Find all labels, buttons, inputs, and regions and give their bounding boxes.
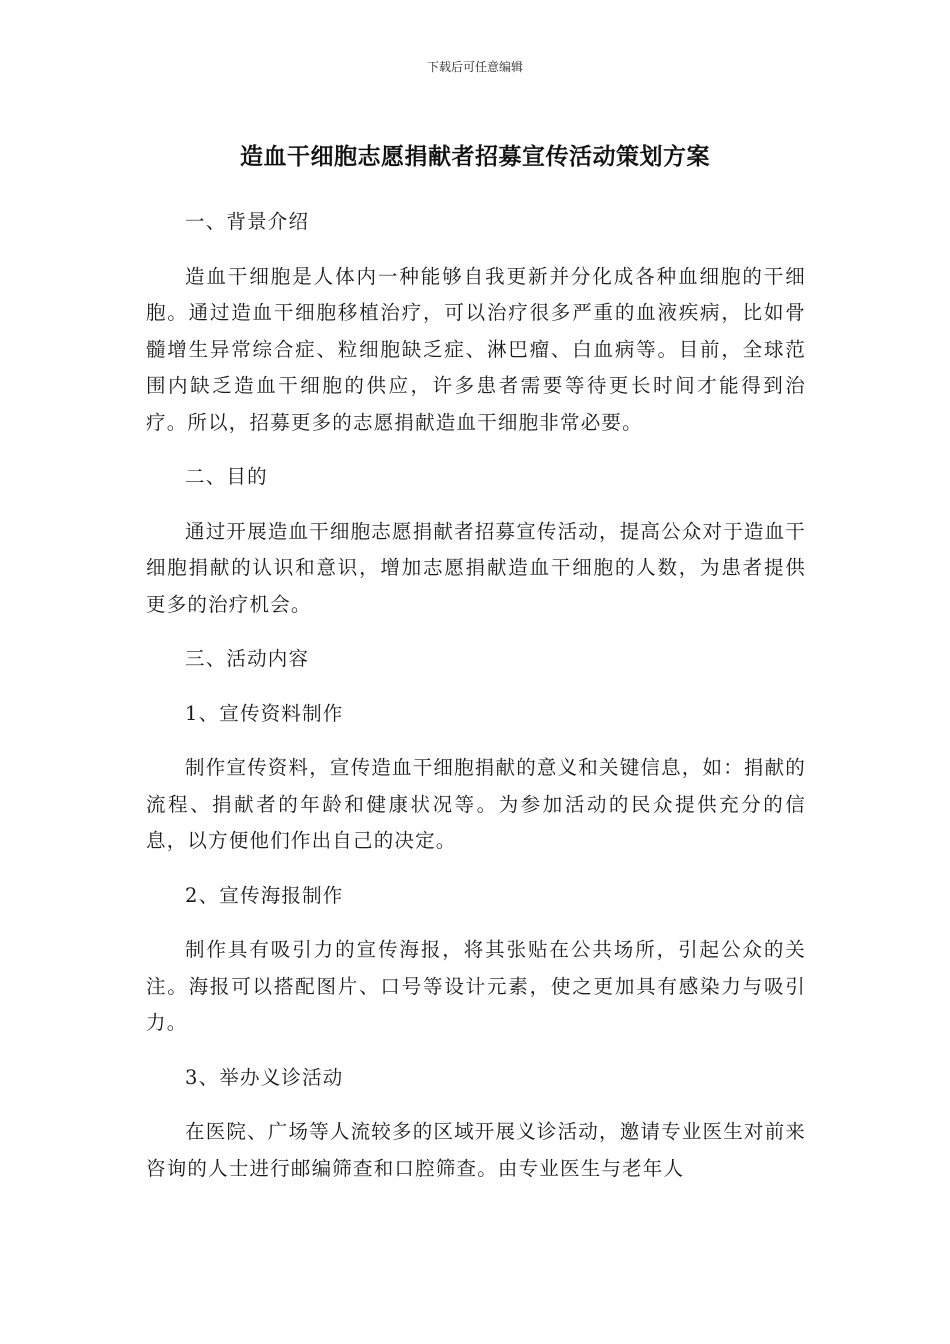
- section-heading-background: 一、背景介绍: [185, 210, 310, 233]
- paragraph-materials: 制作宣传资料，宣传造血干细胞捐献的意义和关键信息，如：捐献的流程、捐献者的年龄和健康状况等。为参加活动的民众提供充分的信息，以方便他们作出自己的决定。: [146, 756, 807, 852]
- subheading-posters: 2、宣传海报制作: [185, 883, 344, 907]
- header-note: 下载后可任意编辑: [426, 60, 523, 74]
- paragraph-purpose: 通过开展造血干细胞志愿捐献者招募宣传活动，提高公众对于造血干细胞捐献的认识和意识，增加志愿捐献造血干细胞的人数，为患者提供更多的治疗机会。: [146, 519, 807, 616]
- paragraph-clinic: 在医院、广场等人流较多的区域开展义诊活动，邀请专业医生对前来咨询的人士进行邮编筛查和口腔筛查。由专业医生与老年人: [146, 1120, 807, 1180]
- subheading-clinic: 3、举办义诊活动: [185, 1065, 344, 1089]
- section-heading-purpose: 二、目的: [185, 465, 268, 488]
- document-title: 造血干细胞志愿捐献者招募宣传活动策划方案: [240, 144, 710, 170]
- subheading-materials: 1、宣传资料制作: [185, 701, 344, 725]
- paragraph-posters: 制作具有吸引力的宣传海报，将其张贴在公共场所，引起公众的关注。海报可以搭配图片、口号等设计元素，使之更加具有感染力与吸引力。: [146, 938, 806, 1034]
- document-body: [146, 204, 806, 1205]
- section-heading-activities: 三、活动内容: [185, 647, 310, 670]
- paragraph-background: 造血干细胞是人体内一种能够自我更新并分化成各种血细胞的干细胞。通过造血干细胞移植治疗，可以治疗很多严重的血液疾病，比如骨髓增生异常综合症、粒细胞缺乏症、淋巴瘤、白血病等。目前，全球范围内缺乏造血干细胞的供应，许多患者需要等待更长时间才能得到治疗。所以，招募更多的志愿捐献造血干细胞非常必要。: [146, 264, 806, 434]
